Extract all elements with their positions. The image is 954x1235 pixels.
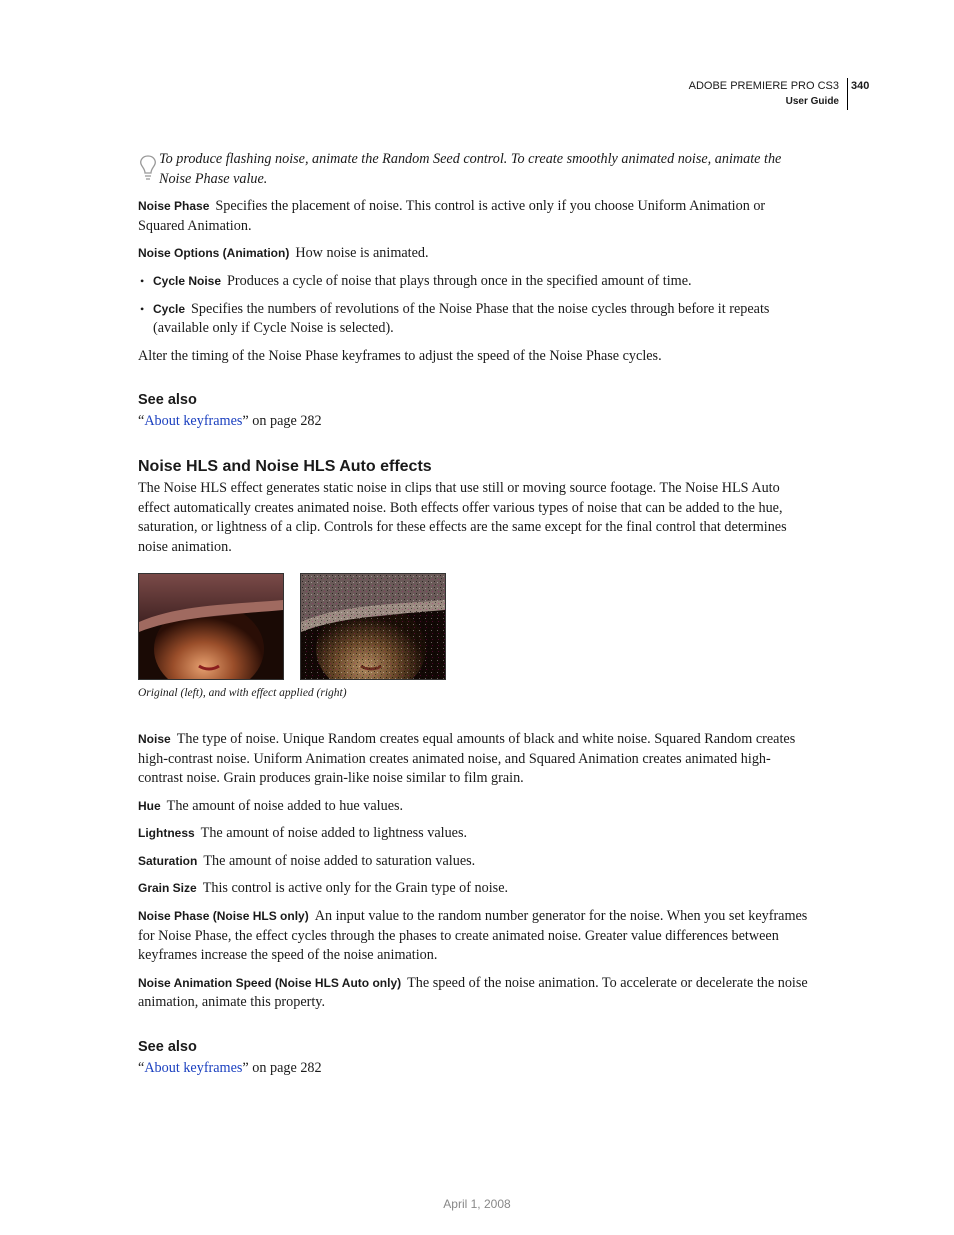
about-keyframes-link[interactable]: About keyframes <box>144 413 243 430</box>
definition: The amount of noise added to lightness values. <box>200 825 468 842</box>
definition: The amount of noise added to hue values. <box>166 797 404 814</box>
term: Noise Phase <box>138 199 210 214</box>
alter-timing-paragraph: Alter the timing of the Noise Phase keyframes to adjust the speed of the Noise Phase cycles. <box>138 347 662 364</box>
bullet-cycle-noise <box>138 272 814 292</box>
definition-lightness <box>138 824 814 844</box>
definition: The amount of noise added to saturation values. <box>203 852 476 869</box>
definition-grain-size <box>138 879 814 899</box>
term: Grain Size <box>138 881 197 896</box>
definition: How noise is animated. <box>295 245 429 262</box>
definition-noise-phase <box>138 197 814 236</box>
definition-noise <box>138 730 814 789</box>
page-ref: ” on page 282 <box>242 413 322 430</box>
term: Noise Animation Speed (Noise HLS Auto only) <box>138 975 402 990</box>
definition: Produces a cycle of noise that plays through once in the specified amount of time. <box>227 272 692 289</box>
see-also-heading-2: See also <box>138 1039 197 1056</box>
definition-noise-options <box>138 244 814 264</box>
term: Noise Options (Animation) <box>138 246 290 261</box>
section-intro: The Noise HLS effect generates static noise in clips that use still or moving source footage. The Noise HLS Auto effect automatically creates animated noise. Both effects offer various types of noise that can be added to the hue, saturation, or lightness of a clip. Controls for these effects are the same except for the final control that determines noise animation. <box>138 479 787 555</box>
see-also-entry-2 <box>138 1059 814 1079</box>
quote-mark: “ <box>138 1060 145 1077</box>
effect-applied-image <box>300 573 446 680</box>
tip-note <box>138 150 814 189</box>
tip-text: To produce flashing noise, animate the Random Seed control. To create smoothly animated noise, animate the Noise Phase value. <box>159 151 782 187</box>
definition-noise-animation-speed <box>138 974 814 1013</box>
definition-noise-phase-hls <box>138 907 814 966</box>
term: Saturation <box>138 853 198 868</box>
term: Hue <box>138 798 161 813</box>
see-also-entry <box>138 412 814 432</box>
figure-caption: Original (left), and with effect applied (right) <box>138 687 347 700</box>
page-content <box>138 150 814 1079</box>
term: Cycle <box>153 301 186 316</box>
page-number: 340 <box>851 80 870 92</box>
about-keyframes-link-2[interactable]: About keyframes <box>144 1060 243 1077</box>
footer-date: April 1, 2008 <box>443 1197 511 1211</box>
definition: Specifies the numbers of revolutions of the Noise Phase that the noise cycles through before it repeats (available only if Cycle Noise is selected). <box>153 300 770 337</box>
figure-pair <box>138 573 814 680</box>
definition: The type of noise. Unique Random creates equal amounts of black and white noise. Squared Random creates high-contrast noise. Uniform Animation creates animated noise, and Squared Animation creates animated high-contrast noise. Grain produces grain-like noise similar to film grain. <box>138 730 796 787</box>
guide-name: User Guide <box>785 96 839 107</box>
product-name: ADOBE PREMIERE PRO CS3 <box>688 80 839 92</box>
term: Lightness <box>138 826 195 841</box>
term: Cycle Noise <box>153 273 222 288</box>
definition-saturation <box>138 852 814 872</box>
definition: The speed of the noise animation. To accelerate or decelerate the noise animation, animate this property. <box>138 974 808 1011</box>
definition: This control is active only for the Grain type of noise. <box>202 880 509 897</box>
page-ref: ” on page 282 <box>242 1060 322 1077</box>
definition-hue <box>138 797 814 817</box>
bullet-cycle <box>138 300 814 339</box>
original-image <box>138 573 284 680</box>
term: Noise <box>138 731 171 746</box>
term: Noise Phase (Noise HLS only) <box>138 909 309 924</box>
lightbulb-icon <box>138 154 158 184</box>
section-title: Noise HLS and Noise HLS Auto effects <box>138 457 432 475</box>
see-also-heading: See also <box>138 392 197 409</box>
running-header <box>689 78 848 110</box>
definition: Specifies the placement of noise. This control is active only if you choose Uniform Animation or Squared Animation. <box>138 198 766 234</box>
definition: An input value to the random number generator for the noise. When you set keyframes for Noise Phase, the effect cycles through the phases to create animated noise. Greater value differences between keyframes increase the speed of the noise animation. <box>138 908 808 964</box>
quote-mark: “ <box>138 413 145 430</box>
